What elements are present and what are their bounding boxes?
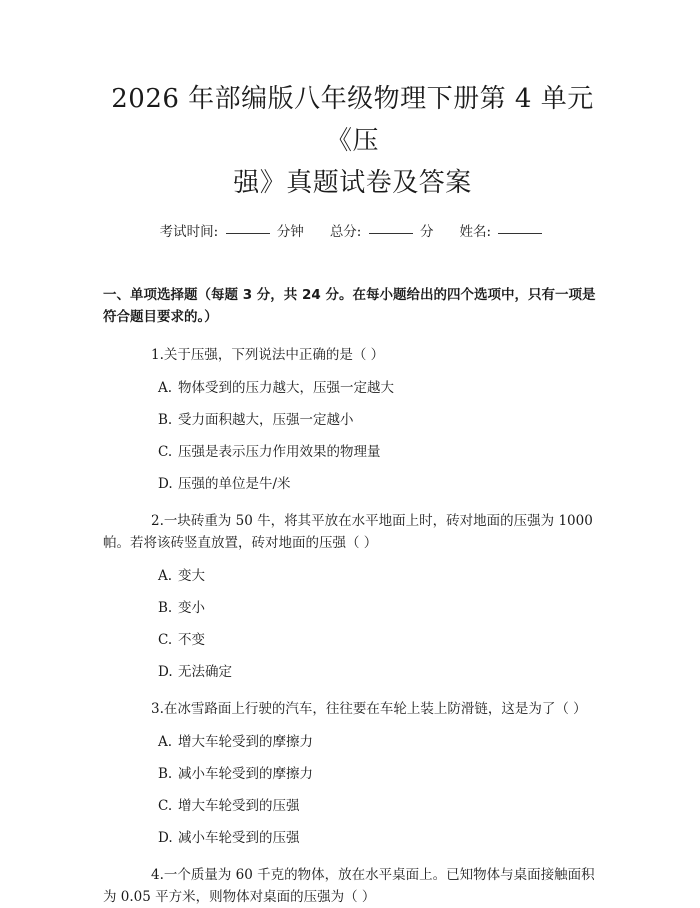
score-blank [369,233,413,234]
question-text: 一块砖重为 50 牛，将其平放在水平地面上时，砖对地面的压强为 1000 帕。若将该砖竖直放置，砖对地面的压强（ ） [103,513,593,551]
question-block [103,864,602,908]
option-item [103,598,602,618]
option-letter: A. [158,568,173,584]
option-letter: D. [158,664,173,680]
option-text: 压强是表示压力作用效果的物理量 [178,444,381,460]
option-letter: A. [158,734,173,750]
question-text: 关于压强，下列说法中正确的是（ ） [163,347,385,363]
question-text: 在冰雪路面上行驶的汽车，往往要在车轮上装上防滑链，这是为了（ ） [163,701,587,717]
exam-time [160,220,304,240]
option-item [103,442,602,462]
option-text: 物体受到的压力越大，压强一定越大 [178,380,394,396]
question-text-row [103,864,602,908]
option-letter: B. [158,412,173,428]
time-label: 考试时间: [159,224,219,240]
question-number: 3. [151,701,164,717]
option-text: 无法确定 [178,664,232,680]
name-blank [498,233,542,234]
option-item [103,796,602,816]
option-text: 减小车轮受到的压强 [178,830,300,846]
option-letter: C. [158,632,173,648]
question-text: 一个质量为 60 千克的物体，放在水平桌面上。已知物体与桌面接触面积为 0.05 平方米，则物体对桌面的压强为（ ） [103,867,595,905]
question-number: 1. [151,347,164,363]
exam-score [330,220,434,240]
section-header: 一、单项选择题（每题 3 分，共 24 分。在每小题给出的四个选项中，只有一项是符合题目要求的。） [103,287,596,325]
option-letter: B. [158,600,173,616]
option-list [103,732,602,848]
option-text: 变大 [178,568,205,584]
option-item [103,378,602,398]
name-label: 姓名: [459,224,492,240]
option-letter: C. [158,444,173,460]
option-text: 增大车轮受到的压强 [178,798,300,814]
exam-name [459,220,545,240]
option-letter: D. [158,830,173,846]
question-block [103,698,602,848]
option-text: 减小车轮受到的摩擦力 [178,766,313,782]
option-item [103,566,602,586]
question-block [103,344,602,494]
question-number: 4. [151,867,164,883]
question-text-row [103,344,602,366]
option-text: 增大车轮受到的摩擦力 [178,734,313,750]
option-letter: A. [158,380,173,396]
option-letter: C. [158,798,173,814]
option-text: 不变 [178,632,205,648]
option-letter: D. [158,476,173,492]
question-text-row [103,698,602,720]
title-line-1: 2026 年部编版八年级物理下册第 4 单元《压 [111,84,594,156]
option-item [103,410,602,430]
option-item [103,828,602,848]
option-item [103,732,602,752]
title-line-2: 强》真题试卷及答案 [233,168,472,198]
option-list [103,378,602,494]
question-number: 2. [151,513,164,529]
time-blank [226,233,270,234]
option-item [103,662,602,682]
option-item [103,474,602,494]
option-text: 压强的单位是牛/米 [178,476,291,492]
question-block [103,510,602,682]
option-letter: B. [158,766,173,782]
exam-meta [103,220,602,240]
document-title [103,78,602,204]
option-list [103,566,602,682]
option-text: 受力面积越大，压强一定越小 [178,412,354,428]
question-text-row [103,510,602,554]
time-unit: 分钟 [276,224,304,240]
option-text: 变小 [178,600,205,616]
score-unit: 分 [419,224,434,240]
score-label: 总分: [329,224,362,240]
option-item [103,764,602,784]
option-item [103,630,602,650]
